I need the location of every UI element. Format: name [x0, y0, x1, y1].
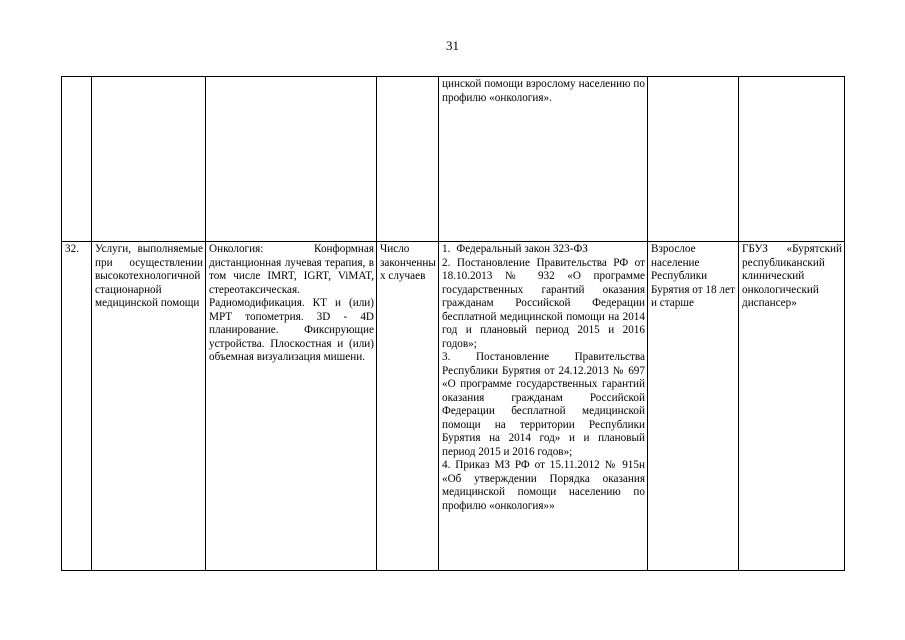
cell-provider-empty	[739, 77, 845, 242]
cell-service-description	[206, 242, 377, 571]
cell-legal-basis-continuation	[439, 77, 648, 242]
legal-basis-item-1-number: 1.	[442, 243, 451, 255]
service-name: Услуги, выполняемые при осуществлении высокотехнологичной стационарной медицинской помощи	[95, 243, 203, 309]
cell-provider	[739, 242, 845, 571]
cell-unit	[377, 242, 439, 571]
legal-basis-item-4: 4. Приказ МЗ РФ от 15.11.2012 № 915н «Об утверждении Порядка оказания медицинской помощи населению по профилю «онкология»»	[442, 459, 645, 512]
table-row-continuation	[62, 77, 845, 242]
cell-service-name	[92, 242, 206, 571]
cell-population	[648, 242, 739, 571]
service-description: Онкология: Конформная дистанционная лучевая терапия, в том числе IMRT, IGRT, ViMAT, стереотаксическая. Радиомодификация. КТ и (или) МРТ топометрия. 3D - 4D планирование. Фиксирующие устройства. Плоскостная и (или) объемная визуализация мишени.	[209, 243, 374, 363]
cell-legal-basis	[439, 242, 648, 571]
legal-basis-item-1	[442, 243, 645, 257]
legal-basis-item-3: 3. Постановление Правительства Республики Бурятия от 24.12.2013 № 697 «О программе государственных гарантий оказания гражданам Российской Федерации бесплатной медицинской помощи на территории Республики Бурятия на 2014 год» и и плановый период 2015 и 2016 годов»;	[442, 351, 645, 458]
legal-basis-item-2: 2. Постановление Правительства РФ от 18.10.2013 № 932 «О программе государственных гарантий оказания гражданам Российской Федерации бесплатной медицинской помощи на 2014 год и плановый период 2015 и 2016 годов»;	[442, 256, 645, 350]
cell-number-empty	[62, 77, 92, 242]
page-number: 31	[446, 38, 459, 53]
unit-of-measure: Число законченных случаев	[380, 243, 436, 282]
cell-service-empty	[92, 77, 206, 242]
cell-description-empty	[206, 77, 377, 242]
cell-unit-empty	[377, 77, 439, 242]
cell-row-number	[62, 242, 92, 571]
legal-basis-continuation-text: цинской помощи взрослому населению по профилю «онкология».	[442, 78, 645, 104]
cell-population-empty	[648, 77, 739, 242]
row-number: 32.	[65, 243, 79, 255]
target-population: Взрослое население Республики Бурятия от 18 лет и старше	[651, 243, 735, 309]
service-provider: ГБУЗ «Бурятский республиканский клинический онкологический диспансер»	[742, 243, 842, 309]
services-table	[61, 76, 845, 571]
table-row-service-32	[62, 242, 845, 571]
legal-basis-item-1-title: Федеральный закон 323-ФЗ	[456, 243, 588, 255]
